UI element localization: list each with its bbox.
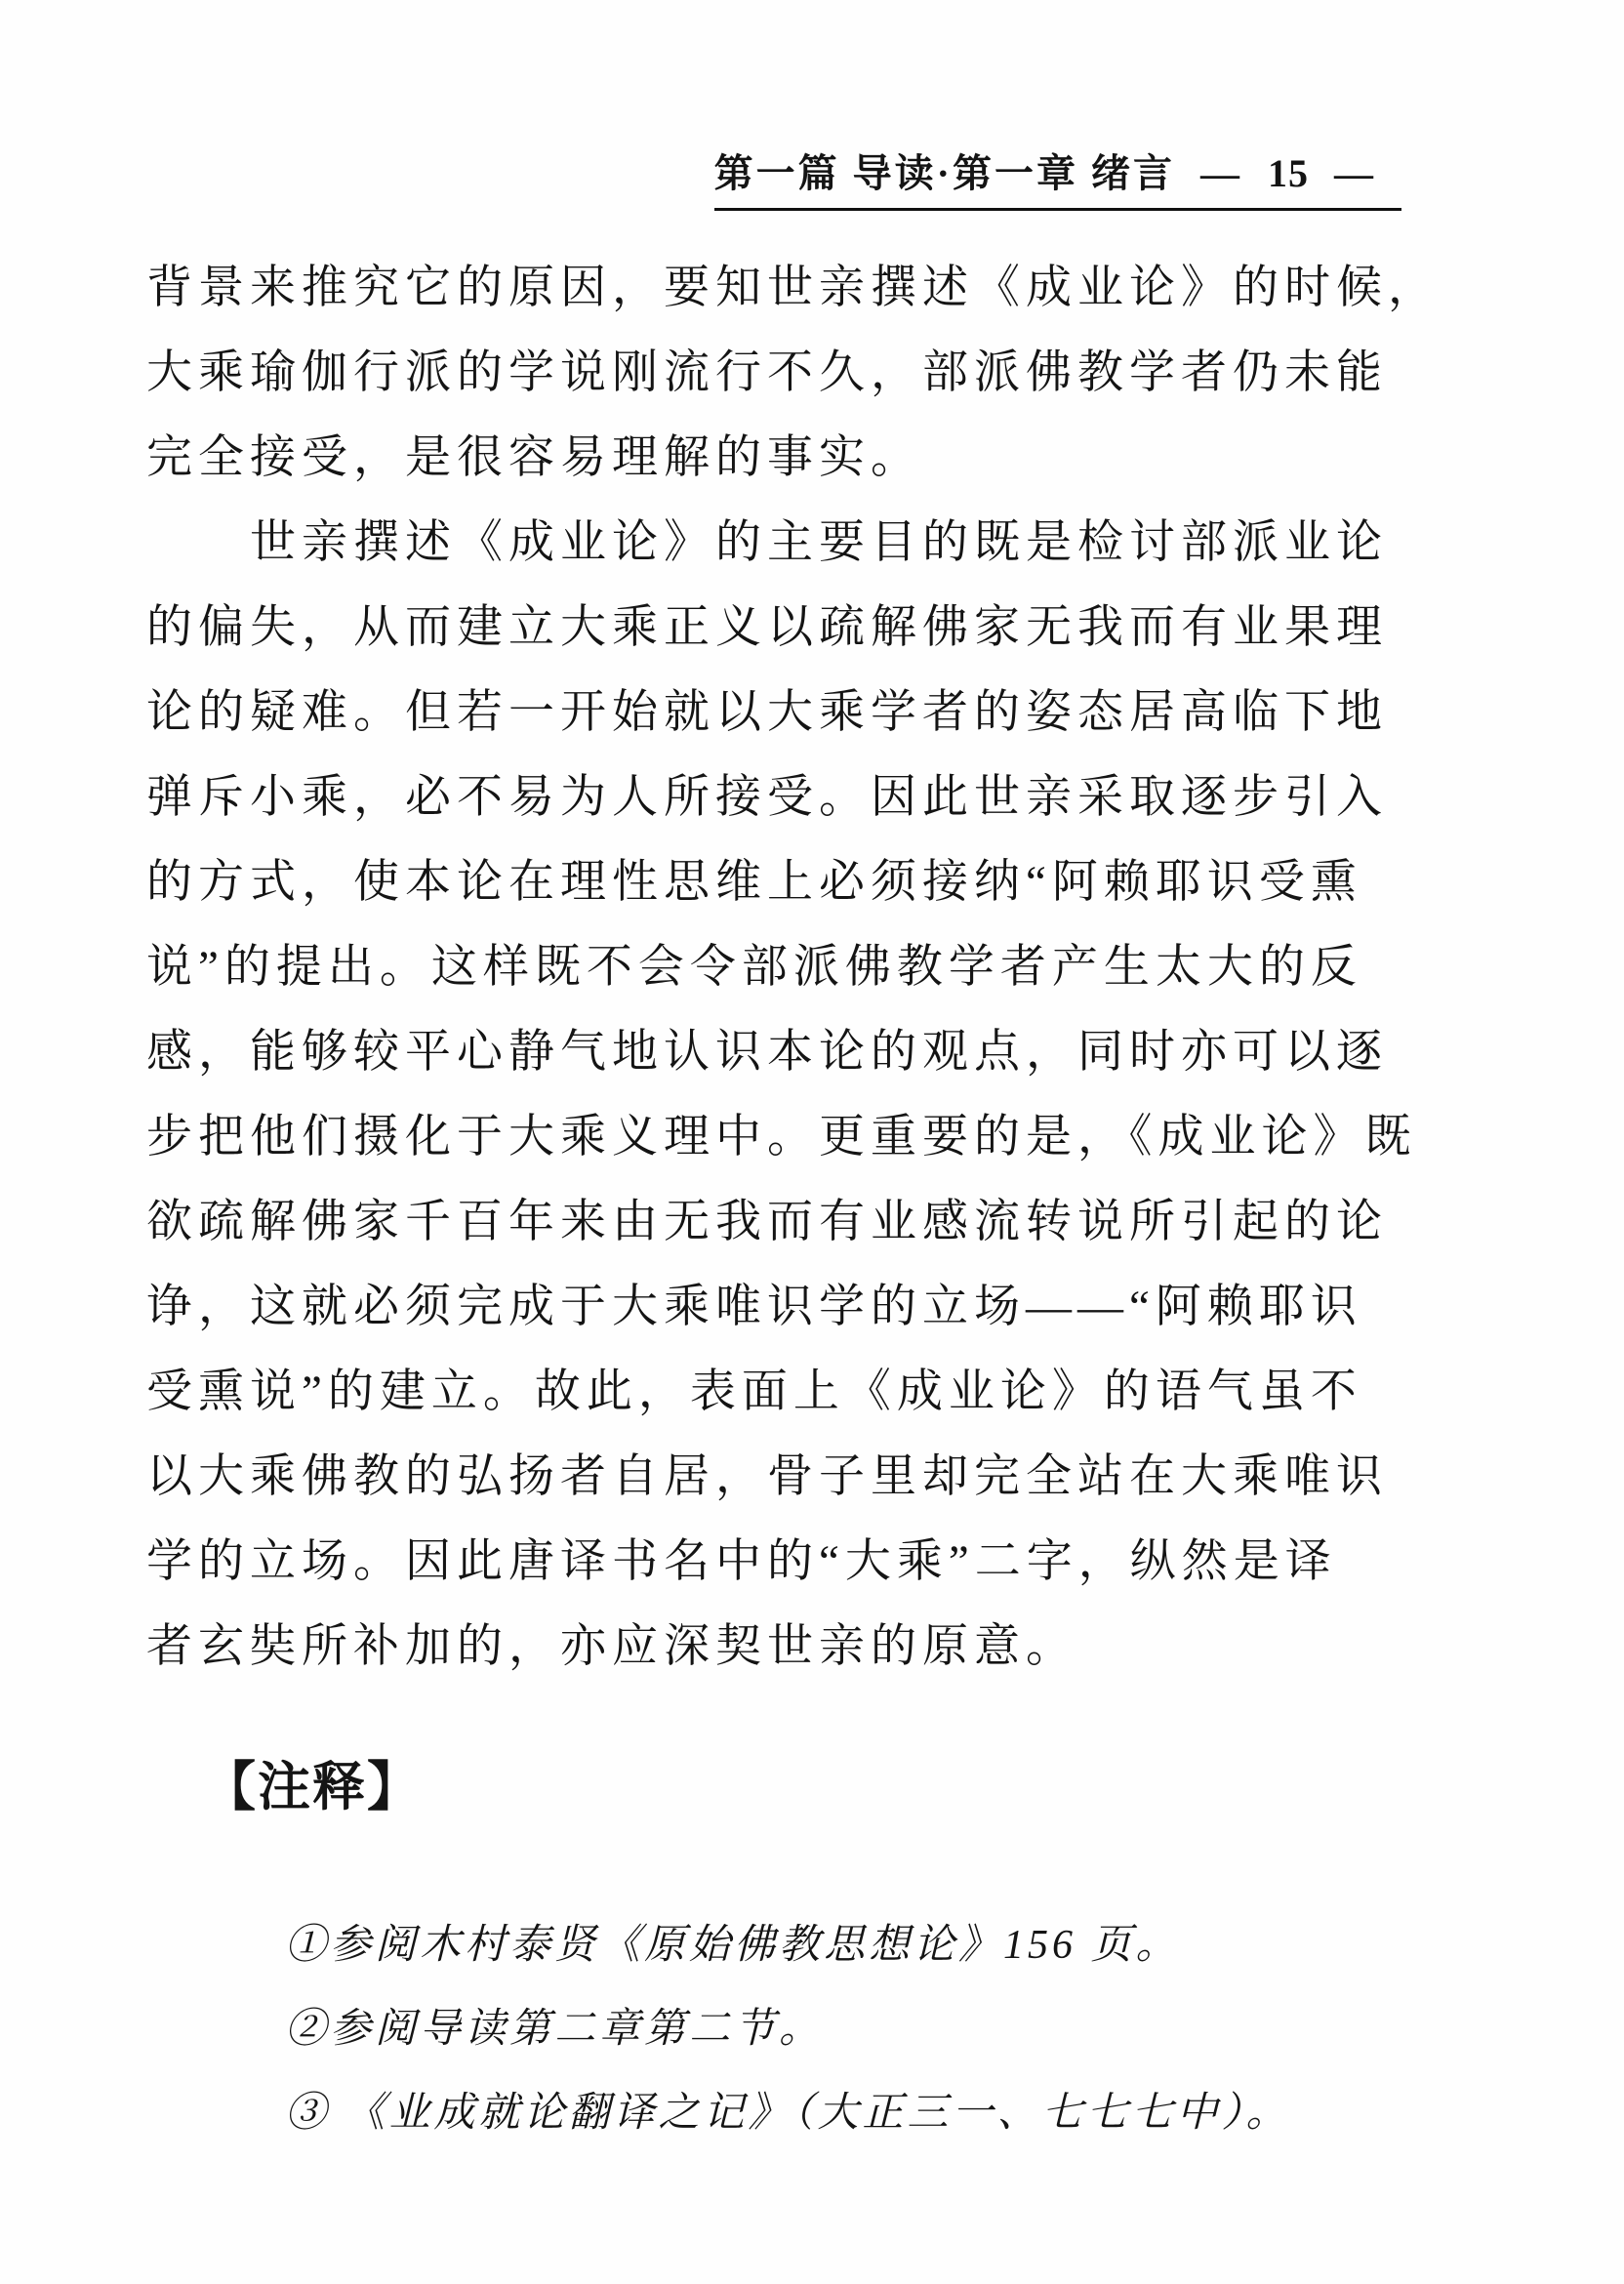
body-line: 以大乘佛教的弘扬者自居，骨子里却完全站在大乘唯识 [146,1451,1388,1502]
body-line: 受熏说”的建立。故此，表面上《成业论》的语气虽不 [146,1366,1362,1417]
note-item-3: ③ 《业成就论翻译之记》（大正三一、七七七中）。 [285,2091,1291,2136]
body-line: 者玄奘所补加的，亦应深契世亲的原意。 [146,1621,1077,1672]
body-line: 步把他们摄化于大乘义理中。更重要的是，《成业论》既 [146,1112,1417,1162]
body-line: 学的立场。因此唐译书名中的“大乘”二字，纵然是译 [146,1536,1337,1587]
running-head-dash-right: — [1334,151,1376,195]
note-item-2: ②参阅导读第二章第二节。 [285,2007,825,2052]
body-line: 背景来推究它的原因，要知世亲撰述《成业论》的时候， [146,263,1440,313]
body-line: 论的疑难。但若一开始就以大乘学者的姿态居高临下地 [146,687,1388,738]
body-line: 诤，这就必须完成于大乘唯识学的立场——“阿赖耶识 [146,1282,1362,1332]
body-line: 感，能够较平心静气地认识本论的观点，同时亦可以逐 [146,1027,1388,1078]
running-head [714,143,1401,211]
body-line: 的方式，使本论在理性思维上必须接纳“阿赖耶识受熏 [146,857,1362,908]
note-item-1: ①参阅木村泰贤《原始佛教思想论》156 页。 [285,1923,1181,1968]
body-text [146,246,1474,1690]
notes-list [285,1903,1456,2155]
body-line: 弹斥小乘，必不易为人所接受。因此世亲采取逐步引入 [146,772,1388,823]
body-line-paragraph-start: 世亲撰述《成业论》的主要目的既是检讨部派业论 [250,517,1388,568]
running-head-title: 第一篇 导读·第一章 绪言 [713,151,1175,195]
body-line: 说”的提出。这样既不会令部派佛教学者产生太大的反 [146,942,1362,993]
body-line: 大乘瑜伽行派的学说刚流行不久，部派佛教学者仍未能 [146,347,1388,398]
notes-heading: 【注释】 [203,1758,422,1816]
body-line: 的偏失，从而建立大乘正义以疏解佛家无我而有业果理 [146,602,1388,653]
running-head-dash-left: — [1200,151,1242,195]
body-line: 完全接受，是很容易理解的事实。 [146,432,922,483]
page-number: 15 [1268,151,1309,195]
body-line: 欲疏解佛家千百年来由无我而有业感流转说所引起的论 [146,1197,1388,1247]
